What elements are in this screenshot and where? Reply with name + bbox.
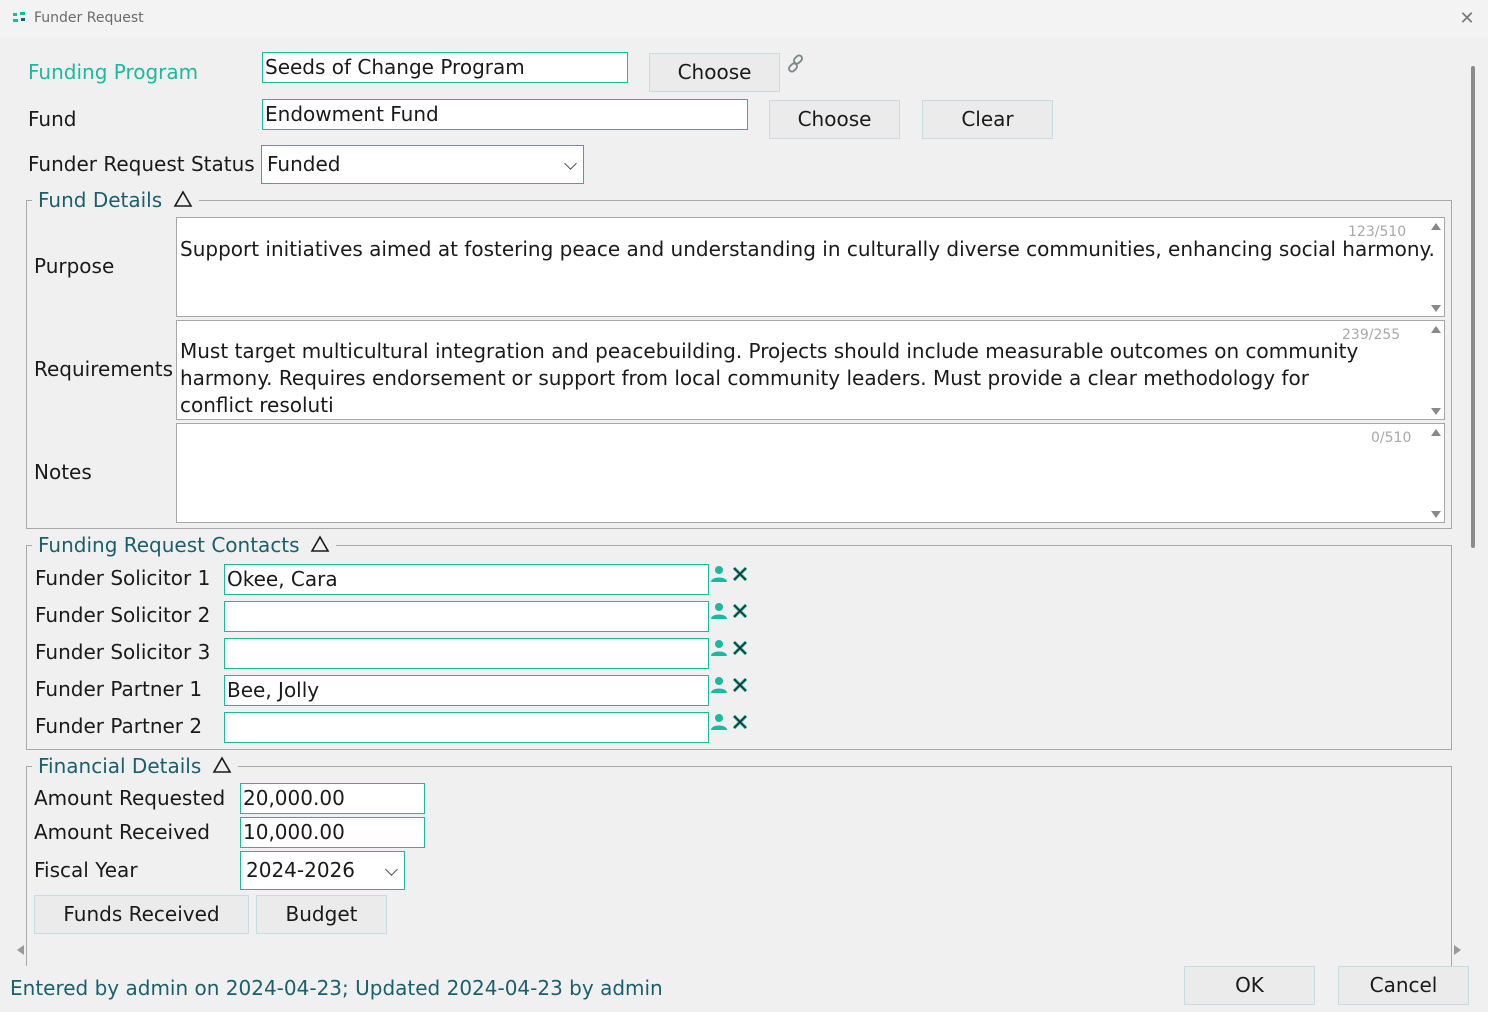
app-logo-icon bbox=[12, 11, 28, 25]
contact-input[interactable] bbox=[224, 638, 709, 669]
funder-request-status-select[interactable] bbox=[261, 145, 584, 184]
contact-label: Funder Solicitor 1 bbox=[35, 566, 211, 590]
collapse-triangle-icon[interactable] bbox=[310, 535, 330, 553]
fund-clear-button[interactable]: Clear bbox=[922, 100, 1053, 139]
collapse-triangle-icon[interactable] bbox=[173, 190, 193, 208]
title-bar bbox=[0, 0, 1488, 38]
requirements-textarea[interactable] bbox=[176, 320, 1445, 420]
remove-x-icon[interactable] bbox=[731, 565, 749, 583]
fiscal-year-label: Fiscal Year bbox=[34, 858, 138, 882]
purpose-label: Purpose bbox=[34, 254, 115, 278]
person-icon[interactable] bbox=[710, 676, 728, 694]
funding-program-choose-button[interactable]: Choose bbox=[649, 53, 780, 92]
chevron-down-icon bbox=[564, 157, 577, 170]
fund-input[interactable]: Endowment Fund bbox=[262, 99, 748, 130]
window-title: Funder Request bbox=[34, 10, 144, 26]
scroll-down-icon[interactable] bbox=[1431, 305, 1441, 312]
close-icon[interactable]: ✕ bbox=[1459, 8, 1475, 29]
audit-status-text: Entered by admin on 2024-04-23; Updated 2024-04-23 by admin bbox=[10, 976, 663, 1000]
contact-input[interactable]: Okee, Cara bbox=[224, 564, 709, 595]
scroll-up-icon[interactable] bbox=[1431, 429, 1441, 436]
amount-requested-input[interactable]: 20,000.00 bbox=[240, 783, 425, 814]
link-icon[interactable] bbox=[785, 53, 807, 75]
person-icon[interactable] bbox=[710, 565, 728, 583]
funds-received-button[interactable]: Funds Received bbox=[34, 895, 249, 934]
scroll-up-icon[interactable] bbox=[1431, 223, 1441, 230]
scroll-down-icon[interactable] bbox=[1431, 511, 1441, 518]
chevron-down-icon bbox=[385, 863, 398, 876]
contact-input[interactable] bbox=[224, 712, 709, 743]
fund-choose-button[interactable]: Choose bbox=[769, 100, 900, 139]
financial-legend[interactable] bbox=[32, 754, 238, 778]
vertical-scrollbar-thumb[interactable] bbox=[1471, 66, 1475, 548]
amount-received-label: Amount Received bbox=[34, 820, 210, 844]
budget-button[interactable]: Budget bbox=[256, 895, 387, 934]
contacts-title: Funding Request Contacts bbox=[38, 533, 300, 557]
fiscal-year-select[interactable] bbox=[240, 851, 405, 890]
contacts-legend[interactable] bbox=[32, 533, 336, 557]
person-icon[interactable] bbox=[710, 639, 728, 657]
financial-title: Financial Details bbox=[38, 754, 202, 778]
contact-label: Funder Partner 1 bbox=[35, 677, 203, 701]
purpose-counter: 123/510 bbox=[1348, 224, 1407, 240]
requirements-text: Must target multicultural integration and peacebuilding. Projects should include measurable outcomes on community harmony. Requires endorsement or support from local community leaders. Must provide a clear methodology for conflict resoluti bbox=[180, 339, 1359, 417]
person-icon[interactable] bbox=[710, 713, 728, 731]
purpose-text: Support initiatives aimed at fostering peace and understanding in culturally diverse communities, enhancing social harmony. bbox=[180, 237, 1435, 261]
amount-requested-label: Amount Requested bbox=[34, 786, 226, 810]
remove-x-icon[interactable] bbox=[731, 713, 749, 731]
fiscal-year-value: 2024-2026 bbox=[246, 858, 356, 882]
scroll-down-icon[interactable] bbox=[1431, 408, 1441, 415]
notes-label: Notes bbox=[34, 460, 92, 484]
notes-counter: 0/510 bbox=[1371, 430, 1412, 446]
contact-label: Funder Solicitor 2 bbox=[35, 603, 211, 627]
funder-request-status-label: Funder Request Status bbox=[28, 152, 255, 176]
requirements-label: Requirements bbox=[34, 357, 174, 381]
notes-textarea[interactable] bbox=[176, 423, 1445, 523]
requirements-counter: 239/255 bbox=[1342, 327, 1401, 343]
contact-label: Funder Partner 2 bbox=[35, 714, 203, 738]
collapse-triangle-icon[interactable] bbox=[212, 756, 232, 774]
contact-label: Funder Solicitor 3 bbox=[35, 640, 211, 664]
remove-x-icon[interactable] bbox=[731, 639, 749, 657]
person-icon[interactable] bbox=[710, 602, 728, 620]
contact-input[interactable]: Bee, Jolly bbox=[224, 675, 709, 706]
scroll-left-icon[interactable] bbox=[17, 945, 24, 955]
fund-details-legend[interactable] bbox=[32, 188, 199, 212]
funding-program-label[interactable]: Funding Program bbox=[28, 60, 199, 84]
contact-input[interactable] bbox=[224, 601, 709, 632]
fund-label: Fund bbox=[28, 107, 77, 131]
scroll-up-icon[interactable] bbox=[1431, 326, 1441, 333]
cancel-button[interactable]: Cancel bbox=[1338, 966, 1469, 1005]
funding-program-input[interactable]: Seeds of Change Program bbox=[262, 52, 628, 83]
amount-received-input[interactable]: 10,000.00 bbox=[240, 817, 425, 848]
remove-x-icon[interactable] bbox=[731, 602, 749, 620]
fund-details-title: Fund Details bbox=[38, 188, 163, 212]
purpose-textarea[interactable] bbox=[176, 217, 1445, 317]
remove-x-icon[interactable] bbox=[731, 676, 749, 694]
status-selected-value: Funded bbox=[267, 152, 341, 176]
ok-button[interactable]: OK bbox=[1184, 966, 1315, 1005]
scroll-right-icon[interactable] bbox=[1454, 945, 1461, 955]
